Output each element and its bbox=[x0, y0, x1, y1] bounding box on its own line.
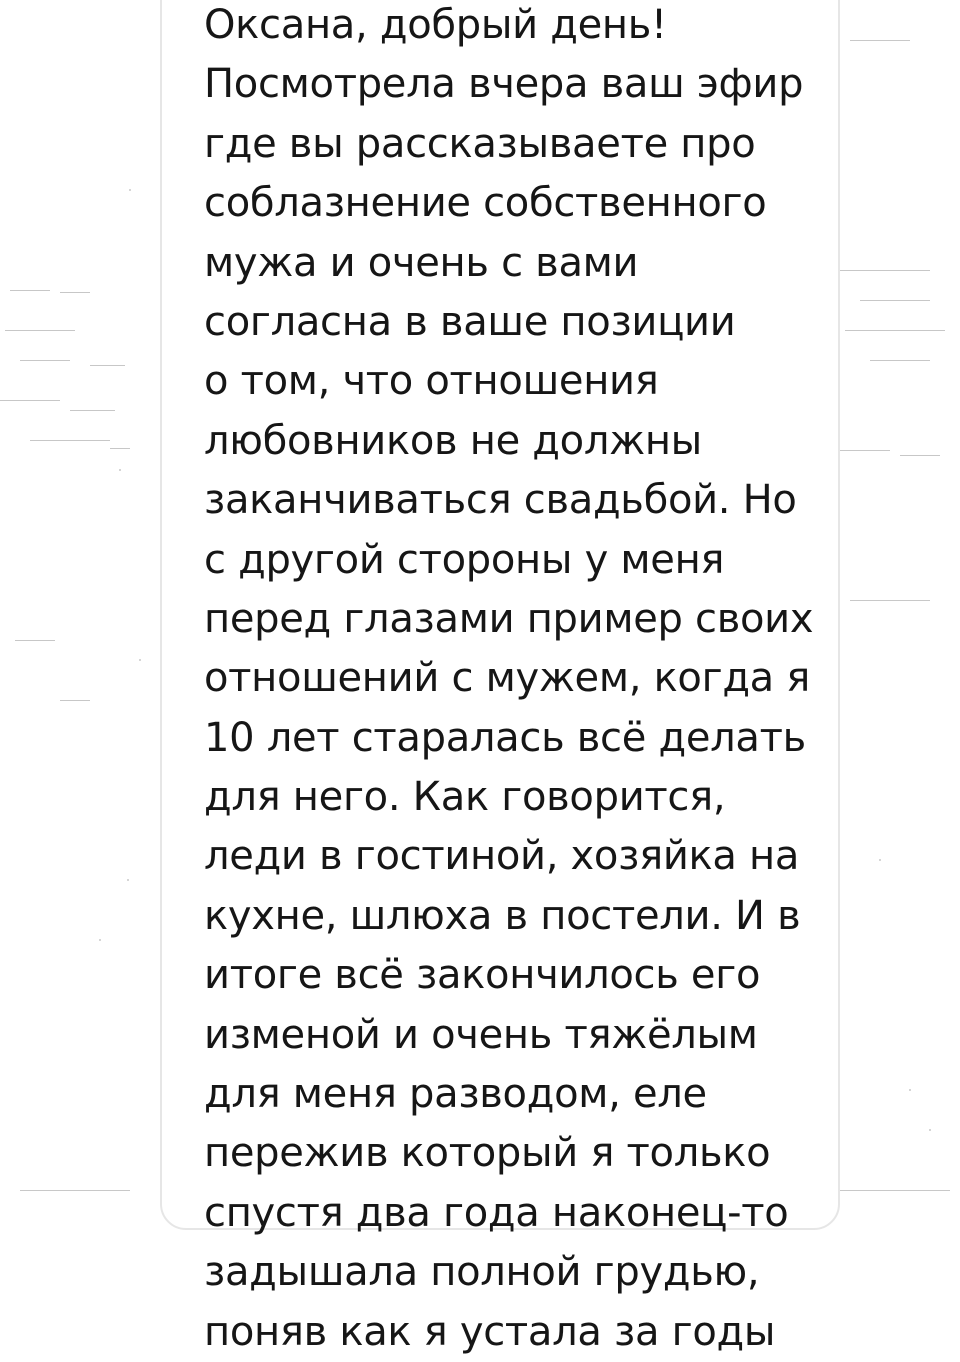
message-line: итоге всё закончилось его bbox=[204, 952, 761, 999]
message-line: изменой и очень тяжёлым bbox=[204, 1011, 758, 1058]
message-line: 10 лет старалась всё делать bbox=[204, 714, 806, 761]
message-line: кухне, шлюха в постели. И в bbox=[204, 892, 801, 939]
scan-noise-left bbox=[0, 0, 160, 1200]
message-line: пережив который я только bbox=[204, 1130, 771, 1177]
message-line: с другой стороны у меня bbox=[204, 536, 725, 583]
message-line: отношений с мужем, когда я bbox=[204, 655, 811, 702]
message-line: задышала полной грудью, bbox=[204, 1249, 760, 1296]
message-line: для него. Как говорится, bbox=[204, 774, 726, 821]
message-line: леди в гостиной, хозяйка на bbox=[204, 833, 800, 880]
message-line: для меня разводом, еле bbox=[204, 1071, 707, 1118]
message-line: соблазнение собственного bbox=[204, 180, 767, 227]
message-line: где вы рассказываете про bbox=[204, 120, 756, 167]
message-line: согласна в ваше позиции bbox=[204, 298, 736, 345]
message-line: поняв как я устала за годы bbox=[204, 1308, 776, 1355]
message-line: заканчиваться свадьбой. Но bbox=[204, 477, 797, 524]
message-line: любовников не должны bbox=[204, 417, 702, 464]
message-line: Посмотрела вчера ваш эфир bbox=[204, 61, 804, 108]
message-line: о том, что отношения bbox=[204, 358, 659, 405]
message-line: перед глазами пример своих bbox=[204, 595, 814, 642]
message-line: мужа и очень с вами bbox=[204, 239, 639, 286]
message-line: Оксана, добрый день! bbox=[204, 2, 667, 48]
message-line: спустя два года наконец-то bbox=[204, 1189, 789, 1236]
message-text bbox=[204, 0, 814, 1362]
scan-noise-right bbox=[840, 0, 960, 1200]
